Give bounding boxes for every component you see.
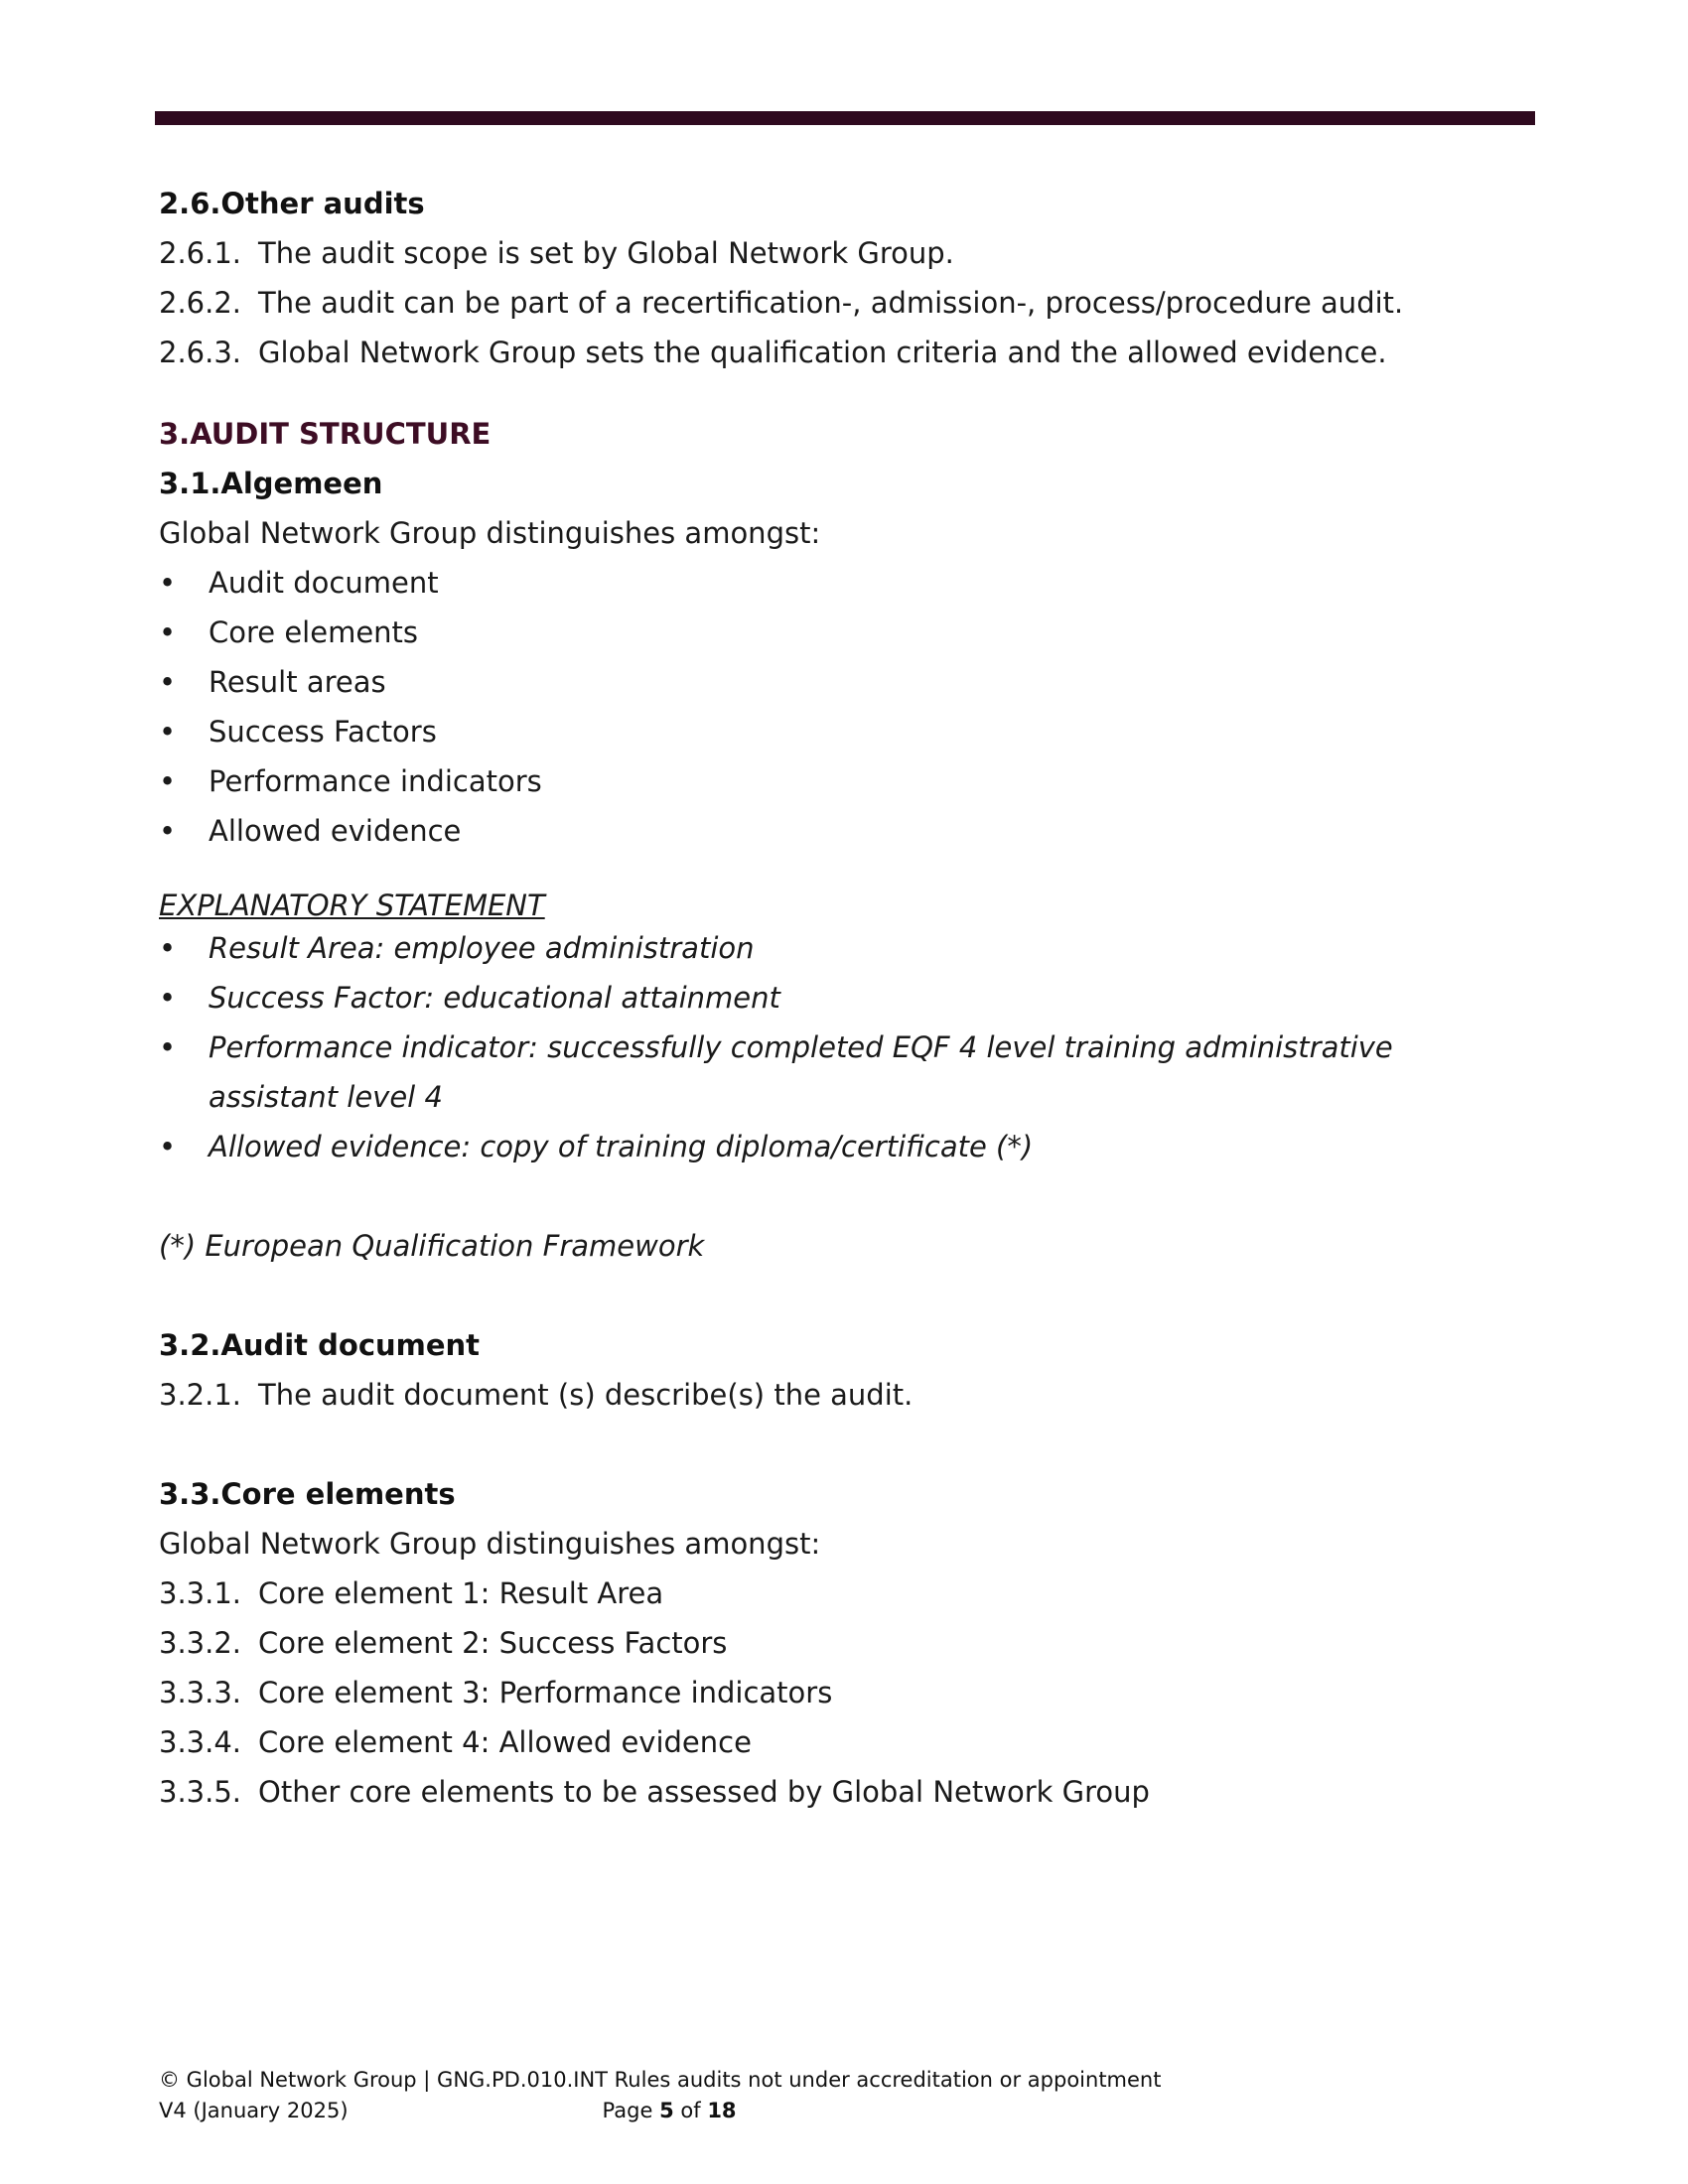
item-text: Core element 1: Result Area — [258, 1576, 664, 1610]
list-item — [159, 608, 1539, 657]
footer-copyright: © Global Network Group | GNG.PD.010.INT Rules audits not under accreditation or appointment — [159, 2068, 1162, 2092]
explanatory-item — [159, 973, 1539, 1023]
bullet-icon: • — [159, 1130, 177, 1163]
list-item-text: Success Factors — [209, 715, 437, 749]
item-number: 2.6.2. — [159, 286, 242, 320]
item-number: 3.3.1. — [159, 1576, 242, 1610]
page-total: 18 — [707, 2099, 737, 2122]
numbered-item — [159, 1569, 1539, 1618]
item-text: Core element 2: Success Factors — [258, 1626, 728, 1660]
bullet-icon: • — [159, 1030, 177, 1064]
footer-version-line — [159, 2096, 1161, 2126]
list-item — [159, 756, 1539, 806]
item-text: Global Network Group sets the qualification criteria and the allowed evidence. — [258, 336, 1387, 369]
explanatory-item-text: Result Area: employee administration — [209, 931, 755, 965]
item-number: 3.3.5. — [159, 1775, 242, 1809]
section-3-2-title: 3.2.Audit document — [159, 1328, 481, 1362]
numbered-item — [159, 228, 1539, 278]
explanatory-heading: EXPLANATORY STATEMENT — [159, 888, 545, 922]
explanatory-item-text: Allowed evidence: copy of training diploma/certificate (*) — [209, 1130, 1034, 1163]
numbered-item — [159, 1668, 1539, 1717]
list-item-text: Allowed evidence — [209, 814, 462, 848]
numbered-item — [159, 1618, 1539, 1668]
list-item-text: Audit document — [209, 566, 439, 600]
bullet-icon: • — [159, 665, 177, 699]
list-item — [159, 707, 1539, 756]
page-footer — [159, 2065, 1161, 2126]
list-item — [159, 558, 1539, 608]
numbered-item — [159, 1767, 1539, 1817]
list-item — [159, 657, 1539, 707]
list-item — [159, 806, 1539, 856]
item-text: Other core elements to be assessed by Global Network Group — [258, 1775, 1150, 1809]
numbered-item — [159, 328, 1539, 377]
item-number: 2.6.1. — [159, 236, 242, 270]
explanatory-item — [159, 1122, 1539, 1171]
explanatory-item — [159, 1023, 1529, 1122]
header-rule — [155, 111, 1535, 125]
list-item-text: Core elements — [209, 615, 419, 649]
page-label: Page — [602, 2099, 653, 2122]
section-3-1-intro: Global Network Group distinguishes amongst: — [159, 516, 821, 550]
list-item-text: Result areas — [209, 665, 386, 699]
page-number: 5 — [659, 2099, 674, 2122]
section-3-3-title: 3.3.Core elements — [159, 1477, 456, 1511]
bullet-icon: • — [159, 814, 177, 848]
document-body — [159, 179, 1539, 1817]
item-number: 3.2.1. — [159, 1378, 242, 1412]
bullet-icon: • — [159, 715, 177, 749]
footer-version: V4 (January 2025) — [159, 2099, 349, 2122]
section-3-title: 3.AUDIT STRUCTURE — [159, 417, 492, 451]
of-label: of — [680, 2099, 701, 2122]
item-text: The audit can be part of a recertification-, admission-, process/procedure audit. — [258, 286, 1404, 320]
numbered-item — [159, 1370, 1539, 1420]
item-text: Core element 4: Allowed evidence — [258, 1725, 752, 1759]
explanatory-item-text: Success Factor: educational attainment — [209, 981, 780, 1015]
footnote: (*) European Qualification Framework — [159, 1229, 705, 1263]
bullet-icon: • — [159, 615, 177, 649]
item-number: 3.3.3. — [159, 1676, 242, 1709]
list-item-text: Performance indicators — [209, 764, 542, 798]
bullet-icon: • — [159, 931, 177, 965]
bullet-icon: • — [159, 764, 177, 798]
bullet-icon: • — [159, 566, 177, 600]
section-2-6-title: 2.6.Other audits — [159, 187, 425, 220]
item-text: The audit document (s) describe(s) the audit. — [258, 1378, 914, 1412]
item-text: Core element 3: Performance indicators — [258, 1676, 833, 1709]
numbered-item — [159, 278, 1539, 328]
item-number: 2.6.3. — [159, 336, 242, 369]
item-number: 3.3.2. — [159, 1626, 242, 1660]
item-text: The audit scope is set by Global Network Group. — [258, 236, 954, 270]
bullet-icon: • — [159, 981, 177, 1015]
page-indicator — [603, 2096, 737, 2126]
item-number: 3.3.4. — [159, 1725, 242, 1759]
explanatory-item-text: Performance indicator: successfully completed EQF 4 level training administrative assistant level 4 — [209, 1030, 1393, 1114]
numbered-item — [159, 1717, 1539, 1767]
explanatory-item — [159, 923, 1539, 973]
section-3-3-intro: Global Network Group distinguishes amongst: — [159, 1527, 821, 1561]
section-3-1-title: 3.1.Algemeen — [159, 467, 383, 500]
